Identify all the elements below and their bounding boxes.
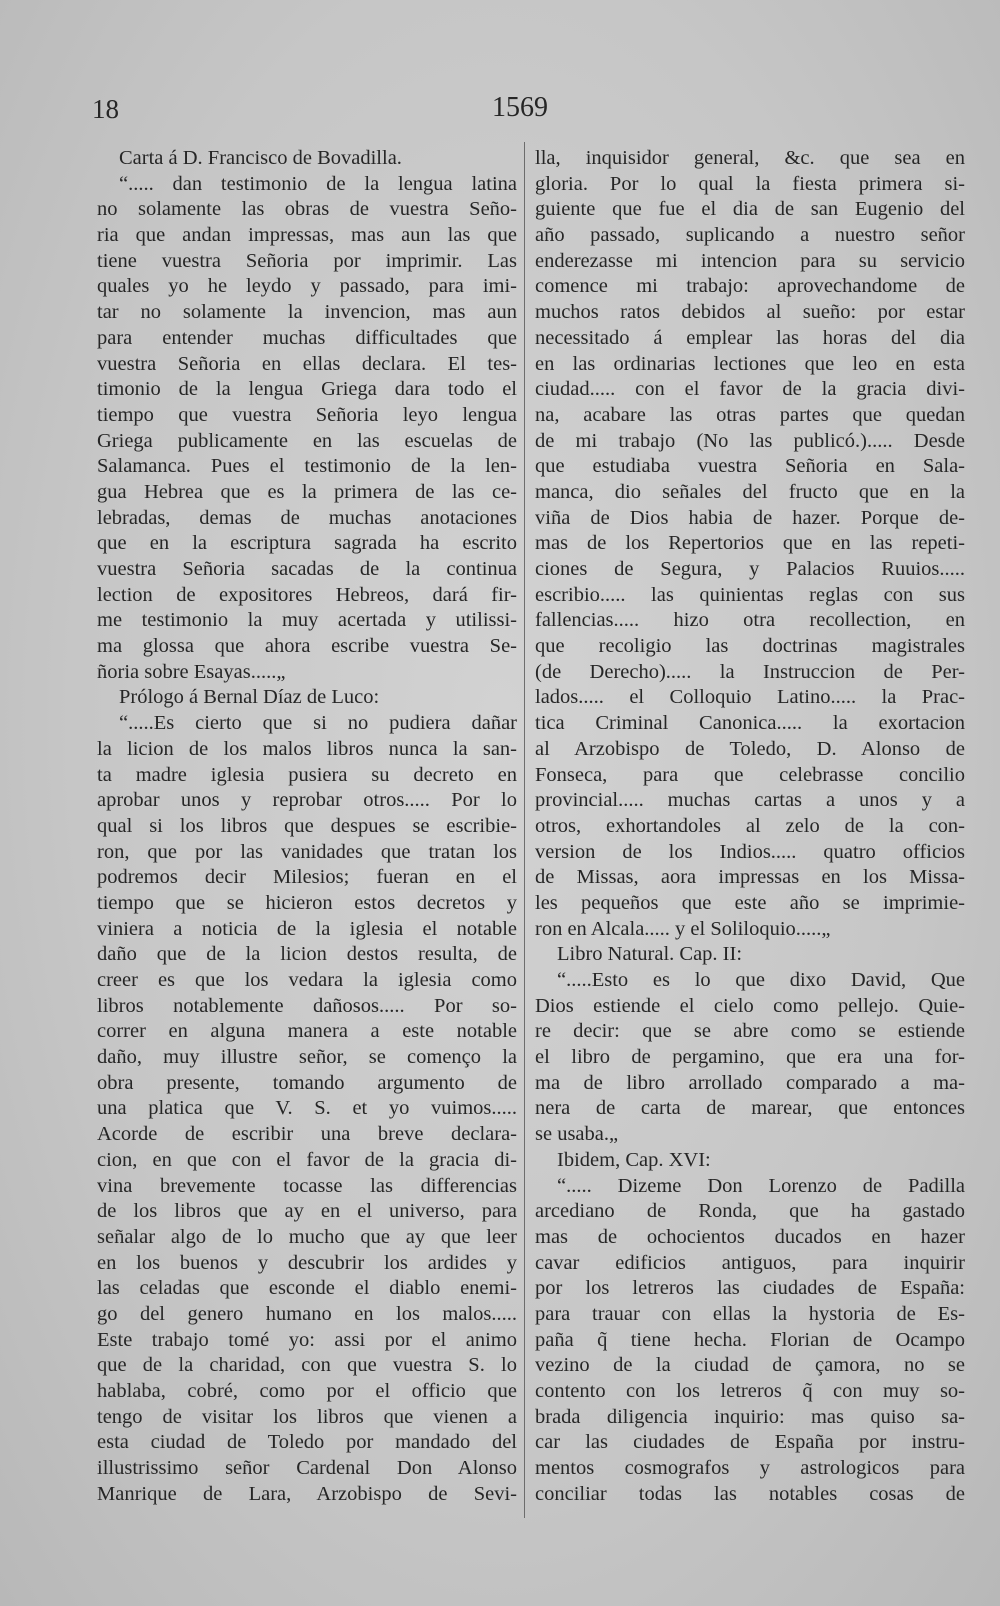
text-line: ciudad..... con el favor de la gracia divi- [535,378,965,401]
text-line: provincial..... muchas cartas a unos y a [535,789,965,812]
text-line: que recoligio las doctrinas magistrales [535,635,965,658]
text-line: la licion de los malos libros nunca la san- [97,737,517,760]
text-line: señalar algo de lo mucho que ay que leer [97,1225,517,1248]
text-line: paña q̃ tiene hecha. Florian de Ocampo [535,1328,965,1351]
text-line: al Arzobispo de Toledo, D. Alonso de [535,737,965,760]
text-line: brada diligencia inquirio: mas quiso sa- [535,1405,965,1428]
text-line: tiene vuestra Señoria por imprimir. Las [97,249,517,272]
text-line: version de los Indios..... quatro officios [535,840,965,863]
text-line: fallencias..... hizo otra recollection, en [535,609,965,632]
text-line: ron, que por las vanidades que tratan los [97,840,517,863]
text-line: gua Hebrea que es la primera de las ce- [97,480,517,503]
year-heading: 1569 [492,92,548,123]
text-line: car las ciudades de España por instru- [535,1431,965,1454]
text-line: vuestra Señoria sacadas de la continua [97,558,517,580]
text-line: “..... dan testimonio de la lengua latina [119,172,517,195]
text-line: manca, dio señales del fructo que en la [535,480,965,503]
text-line: que estudiaba vuestra Señoria en Sala- [535,455,965,478]
text-line: daño, muy illustre señor, se començo la [97,1046,517,1069]
text-line: na, acabare las otras partes que quedan [535,403,965,426]
text-line: daño que de la licion destos resulta, de [97,943,517,966]
text-line: mas de ochocientos ducados en hazer [535,1225,965,1248]
text-line: el libro de pergamino, que era una for- [535,1046,965,1069]
text-line: viniera a noticia de la iglesia el notable [97,917,517,940]
text-line: se usaba.„ [535,1123,619,1146]
text-line: tiempo que vuestra Señoria leyo lengua [97,403,517,426]
text-line: cavar edificios antiguos, para inquirir [535,1251,965,1274]
text-line: comence mi trabajo: aprovechandome de [535,275,965,298]
text-line: correr en alguna manera a este notable [97,1020,517,1043]
text-line: illustrissimo señor Cardenal Don Alonso [97,1457,517,1480]
text-line: Este trabajo tomé yo: assi por el animo [97,1328,517,1351]
text-line: de Missas, aora impressas en los Missa- [535,866,965,889]
text-line: les pequeños que este año se imprimie- [535,891,965,914]
text-line: de los libros que ay en el universo, para [97,1200,517,1223]
text-line: contento con los letreros q̃ con muy so- [535,1380,965,1402]
text-line: necessitado á emplear las horas del dia [535,326,965,349]
text-line: Libro Natural. Cap. II: [557,943,743,966]
text-line: Fonseca, para que celebrasse concilio [535,763,965,786]
text-line: aprobar unos y reprobar otros..... Por lo [97,789,517,812]
page-header [0,94,1000,134]
text-line: para trauar con ellas la hystoria de Es- [535,1302,965,1325]
text-line: Salamanca. Pues el testimonio de la len- [97,455,517,478]
text-line: ciones de Segura, y Palacios Ruuios..... [535,558,965,580]
text-line: una platica que V. S. et yo vuimos..... [97,1097,517,1120]
text-line: tiempo que se hicieron estos decretos y [97,891,517,914]
text-line: otros, exhortandoles al zelo de la con- [535,814,965,837]
text-line: que de la charidad, con que vuestra S. lo [97,1354,517,1377]
text-line: tica Criminal Canonica..... la exortacion [535,712,965,735]
text-line: go del genero humano en los malos..... [97,1302,517,1325]
right-column [535,146,965,1507]
text-line: lla, inquisidor general, &c. que sea en [535,147,965,169]
text-line: (de Derecho)..... la Instruccion de Per- [535,660,965,683]
text-line: las celadas que esconde el diablo enemi- [97,1277,517,1300]
text-line: año passado, suplicando a nuestro señor [535,224,965,247]
text-line: obra presente, tomando argumento de [97,1071,517,1094]
text-line: podremos decir Milesios; fueran en el [97,866,517,889]
left-column [97,146,517,1507]
text-line: Prólogo á Bernal Díaz de Luco: [119,686,380,709]
text-line: mas de los Repertorios que en las repeti- [535,532,965,555]
text-line: vezino de la ciudad de çamora, no se [535,1354,965,1377]
text-line: conciliar todas las notables cosas de [535,1482,965,1505]
text-line: por los letreros las ciudades de España: [535,1277,965,1300]
text-line: tar no solamente la invencion, mas aun [97,301,517,324]
text-line: en los buenos y descubrir los ardides y [97,1251,517,1274]
text-line: libros notablemente dañosos..... Por so- [97,994,517,1017]
text-line: ron en Alcala..... y el Soliloquio.....„ [535,917,831,940]
text-line: tengo de visitar los libros que vienen a [97,1405,517,1428]
text-line: gloria. Por lo qual la fiesta primera si- [535,172,965,195]
text-line: no solamente las obras de vuestra Seño- [97,198,517,221]
text-line: que en la escriptura sagrada ha escrito [97,532,517,555]
text-line: “.....Esto es lo que dixo David, Que [557,969,965,991]
text-line: cion, en que con el favor de la gracia di- [97,1148,517,1171]
text-line: vina brevemente tocasse las differencias [97,1174,517,1197]
text-line: lection de expositores Hebreos, dará fir- [97,583,517,606]
text-line: nera de carta de marear, que entonces [535,1097,965,1120]
text-line: creer es que los vedara la iglesia como [97,969,517,991]
text-line: Carta á D. Francisco de Bovadilla. [119,147,402,169]
text-line: ta madre iglesia pusiera su decreto en [97,763,517,786]
text-line: Manrique de Lara, Arzobispo de Sevi- [97,1482,517,1505]
text-line: Acorde de escribir una breve declara- [97,1123,517,1146]
text-line: “..... Dizeme Don Lorenzo de Padilla [557,1174,965,1197]
text-line: escribio..... las quinientas reglas con sus [535,583,965,606]
text-line: viña de Dios habia de hazer. Porque de- [535,506,965,529]
text-line: guiente que fue el dia de san Eugenio del [535,198,965,221]
page-number: 18 [92,94,119,124]
text-line: quales yo he leydo y passado, para imi- [97,275,517,298]
text-line: Ibidem, Cap. XVI: [557,1148,711,1171]
text-line: timonio de la lengua Griega dara todo el [97,378,517,401]
text-line: Dios estiende el cielo como pellejo. Quie- [535,994,965,1017]
text-line: Griega publicamente en las escuelas de [97,429,517,452]
text-line: ma de libro arrollado comparado a ma- [535,1071,965,1094]
text-line: lebradas, demas de muchas anotaciones [97,506,517,529]
text-line: esta ciudad de Toledo por mandado del [97,1431,517,1454]
text-line: enderezasse mi intencion para su servicio [535,249,965,272]
text-line: qual si los libros que despues se escribie- [97,814,517,837]
text-line: de mi trabajo (No las publicó.)..... Desde [535,429,965,452]
text-line: ñoria sobre Esayas.....„ [97,660,286,683]
text-line: mentos cosmografos y astrologicos para [535,1457,965,1480]
text-line: ria que andan impressas, mas aun las que [97,224,517,247]
text-line: lados..... el Colloquio Latino..... la Prac- [535,686,965,709]
text-line: hablaba, cobré, como por el officio que [97,1380,517,1402]
text-line: vuestra Señoria en ellas declara. El tes- [97,352,517,375]
text-line: “.....Es cierto que si no pudiera dañar [119,712,517,735]
text-line: en las ordinarias lectiones que leo en esta [535,352,965,375]
text-line: me testimonio la muy acertada y utilissi- [97,609,517,632]
text-line: ma glossa que ahora escribe vuestra Se- [97,635,517,658]
column-divider [524,142,525,1518]
text-line: arcediano de Ronda, que ha gastado [535,1200,965,1223]
text-line: muchos ratos debidos al sueño: por estar [535,301,965,324]
text-line: para entender muchas difficultades que [97,326,517,349]
text-line: re decir: que se abre como se estiende [535,1020,965,1043]
